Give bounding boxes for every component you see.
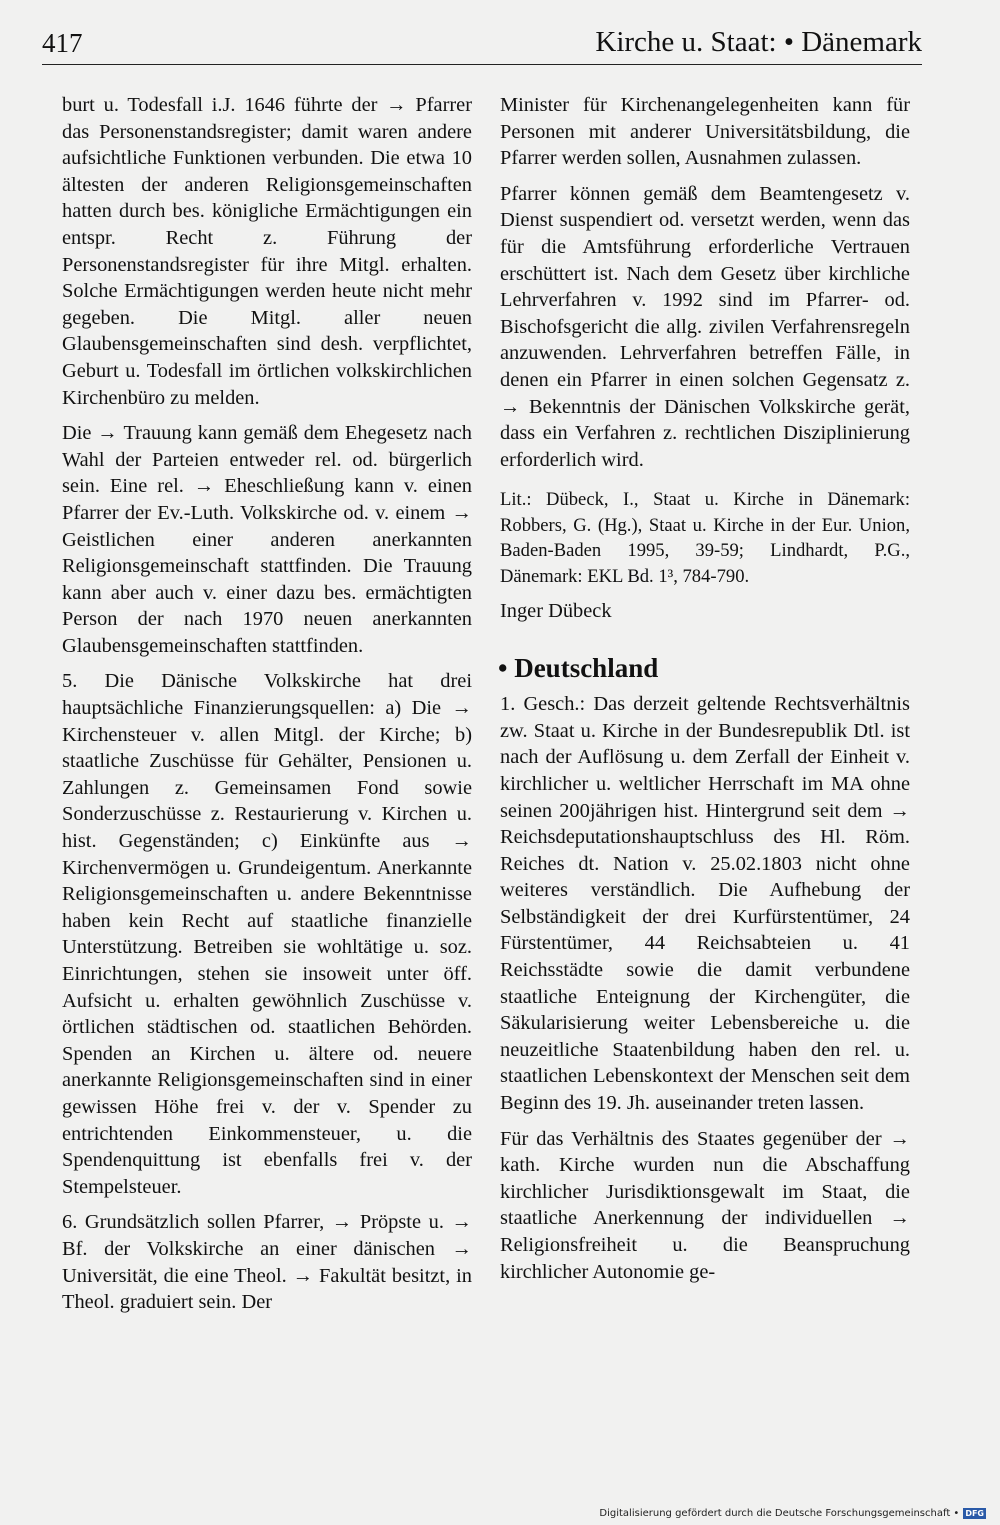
- literature-references: Lit.: Dübeck, I., Staat u. Kirche in Dänemark: Robbers, G. (Hg.), Staat u. Kirche in der Eur. Union, Baden-Baden 1995, 39-59; Lindhardt, P.G., Dänemark: EKL Bd. 1³, 784-790.: [500, 489, 910, 587]
- header-rule: [42, 64, 922, 65]
- paragraph: 1. Gesch.: Das derzeit geltende Rechtsverhältnis zw. Staat u. Kirche in der Bundesrepublik Dtl. ist nach der Auflösung u. dem Zerfall der Einheit v. kirchlicher u. weltlicher Herrschaft im MA ohne seinen 200jährigen hist. Hintergrund seit dem → Reichsdeputationshauptschluss des Hl. Röm. Reiches dt. Nation v. 25.02.1803 nicht ohne weiteres verständlich. Die Aufhebung der Selbständigkeit der drei Kurfürstentümer, 24 Fürstentümer, 44 Reichsabteien u. 41 Reichsstädte sowie die damit verbundene staatliche Enteignung der Kirchengüter, die Säkularisierung weiter Lebensbereiche u. die neuzeitliche Staatenbildung haben den rel. u. staatlichen Lebenskontext der Menschen seit dem Beginn des 19. Jh. auseinander treten lassen.: [500, 693, 910, 1115]
- section-heading: • Deutschland: [498, 652, 659, 683]
- footer-text: Digitalisierung gefördert durch die Deutsche Forschungsgemeinschaft •: [599, 1508, 960, 1519]
- left-column: [62, 92, 472, 1325]
- dfg-logo-icon: DFG: [965, 1509, 984, 1518]
- paragraph: Für das Verhältnis des Staates gegenüber der → kath. Kirche wurden nun die Abschaffung kirchlicher Jurisdiktionsgewalt im Staat, die staatliche Anerkennung der individuellen → Religionsfreiheit u. die Beanspruchung kirchlicher Autonomie ge-: [500, 1127, 910, 1283]
- paragraph: 5. Die Dänische Volkskirche hat drei hauptsächliche Finanzierungsquellen: a) Die → Kirchensteuer v. allen Mitgl. der Kirche; b) staatliche Zuschüsse für Gehälter, Pensionen u. Zahlungen z. Gemeinsamen Fond sowie Sonderzuschüsse z. Restaurierung v. Kirchen u. hist. Gegenständen; c) Einkünfte aus → Kirchenvermögen u. Grundeigentum. Anerkannte Religionsgemeinschaften u. andere Bekenntnisse haben kein Recht auf staatliche finanzielle Unterstützung. Betreiben sie wohltätige u. soz. Einrichtungen, stehen sie insoweit unter öff. Aufsicht u. erhalten gewöhnlich Zuschüsse v. örtlichen städtischen od. staatlichen Behörden. Spenden an Kirchen u. ältere od. neuere anerkannte Religionsgemeinschaften sind in einer gewissen Höhe frei v. der v. Spender zu entrichtenden Einkommensteuer, u. die Spendenquittung ist ebenfalls frei v. der Stempelsteuer.: [62, 670, 472, 1198]
- paragraph: Minister für Kirchenangelegenheiten kann für Personen mit anderer Universitätsbildung, die Pfarrer werden sollen, Ausnahmen zulassen.: [500, 94, 910, 170]
- paragraph: 6. Grundsätzlich sollen Pfarrer, → Pröpste u. → Bf. der Volkskirche an einer dänischen → Universität, die eine Theol. → Fakultät besitzt, in Theol. graduiert sein. Der: [62, 1211, 472, 1314]
- paragraph: burt u. Todesfall i.J. 1646 führte der → Pfarrer das Personenstandsregister; damit waren andere aufsichtliche Funktionen verbunden. Die etwa 10 ältesten der anderen Religionsgemeinschaften hatten durch bes. königliche Ermächtigungen ein entspr. Recht z. Führung der Personenstandsregister für ihre Mitgl. erhalten. Solche Ermächtigungen werden heute nicht mehr gegeben. Die Mitgl. aller neuen Glaubensgemeinschaften sind desh. verpflichtet, Geburt u. Todesfall im örtlichen volkskirchlichen Kirchenbüro zu melden.: [62, 94, 472, 409]
- author-name: Inger Dübeck: [500, 599, 612, 622]
- digitization-footer: [599, 1508, 986, 1519]
- paragraph: Die → Trauung kann gemäß dem Ehegesetz nach Wahl der Parteien entweder rel. od. bürgerlich sein. Eine rel. → Eheschließung kann v. einen Pfarrer der Ev.-Luth. Volkskirche od. v. einem → Geistlichen einer anderen anerkannten Religionsgemeinschaft stattfinden. Die Trauung kann aber auch v. einer dazu bes. ermächtigten Person der nach 1970 neuen anerkannten Glaubensgemeinschaften stattfinden.: [62, 422, 472, 657]
- running-title: Kirche u. Staat: • Dänemark: [595, 26, 922, 58]
- paragraph: Pfarrer können gemäß dem Beamtengesetz v. Dienst suspendiert od. versetzt werden, wenn das für die Amtsführung erforderliche Vertrauen erschüttert ist. Nach dem Gesetz über kirchliche Lehrverfahren v. 1992 sind im Pfarrer- od. Bischofsgericht die allg. zivilen Verfahrensregeln anzuwenden. Lehrverfahren betreffen Fälle, in denen ein Pfarrer in einen solchen Gegensatz z. → Bekenntnis der Dänischen Volkskirche gerät, dass ein Verfahren z. rechtlichen Disziplinierung erforderlich wird.: [500, 182, 910, 471]
- page-number: 417: [42, 28, 83, 58]
- right-column: [500, 92, 910, 1294]
